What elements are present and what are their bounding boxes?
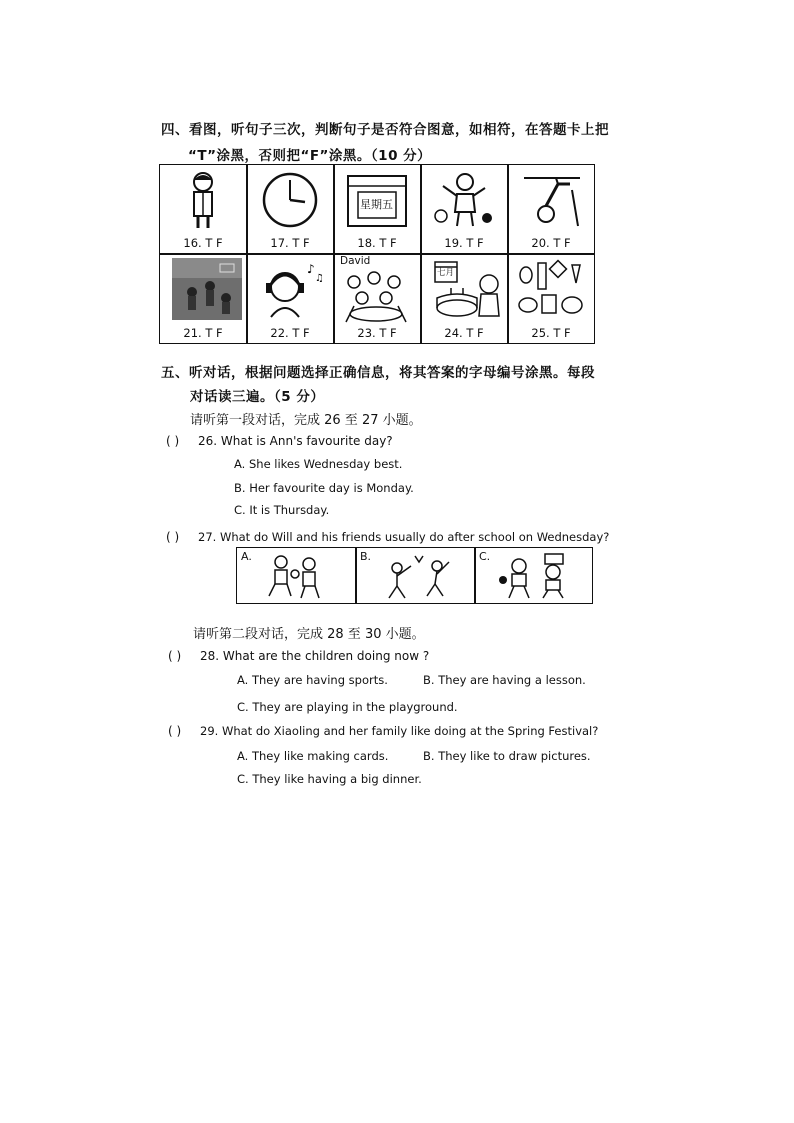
svg-text:♪: ♪ (307, 262, 315, 276)
badminton-icon (379, 552, 459, 600)
boy-playing-icon (429, 170, 499, 230)
clock-icon (255, 170, 325, 230)
picture-cell-16 (160, 165, 246, 253)
picture-cell-25 (508, 254, 594, 343)
q26-option-b: B. Her favourite day is Monday. (234, 481, 414, 495)
q29-answer-blank[interactable]: ( ) (168, 724, 182, 738)
picture-cell-22 (247, 254, 333, 343)
q29-option-b: B. They like to draw pictures. (423, 749, 591, 763)
item-21-label: 21. T F (183, 326, 223, 340)
picture-cell-18 (334, 165, 420, 253)
section-4-title-line1: 四、看图，听句子三次，判断句子是否符合图意，如相符，在答题卡上把 (161, 122, 609, 138)
q26-option-c: C. It is Thursday. (234, 503, 330, 517)
picture-grid (159, 164, 595, 344)
item-22-label: 22. T F (270, 326, 310, 340)
item-20-label: 20. T F (531, 236, 571, 250)
spring-festival-icon (516, 259, 586, 319)
item-19-label: 19. T F (444, 236, 484, 250)
girl-headphones-icon (255, 259, 325, 319)
picture-cell-21 (160, 254, 246, 343)
section-4-title-line2: “T”涂黑，否则把“F”涂黑。（10 分） (188, 148, 432, 164)
svg-text:♫: ♫ (315, 273, 324, 284)
boy-hanging-icon (516, 170, 586, 230)
item-24-label: 24. T F (444, 326, 484, 340)
item-23-label: 23. T F (357, 326, 397, 340)
q29-option-a: A. They like making cards. (237, 749, 389, 763)
q29-option-c: C. They like having a big dinner. (237, 772, 422, 786)
picture-cell-20 (508, 165, 594, 253)
q28-option-c: C. They are playing in the playground. (237, 700, 458, 714)
q26-answer-blank[interactable]: ( ) (166, 434, 180, 448)
q28-text: 28. What are the children doing now ? (200, 649, 430, 663)
item-16-label: 16. T F (183, 236, 223, 250)
boy-in-coat-icon (168, 170, 238, 230)
q29-text: 29. What do Xiaoling and her family like doing at the Spring Festival? (200, 724, 599, 738)
q27-option-b-label: B. (360, 550, 372, 563)
q28-option-b: B. They are having a lesson. (423, 673, 586, 687)
basketball-kids-icon (497, 550, 581, 600)
q28-answer-blank[interactable]: ( ) (168, 649, 182, 663)
calendar-text-18: 星期五 (360, 198, 393, 211)
picture-cell-24 (421, 254, 507, 343)
section-5-title-line2: 对话读三遍。（5 分） (190, 389, 325, 405)
dialogue-2-instruction: 请听第二段对话，完成 28 至 30 小题。 (193, 627, 425, 642)
q27-option-c-label: C. (479, 550, 491, 563)
item-18-label: 18. T F (357, 236, 397, 250)
q27-answer-blank[interactable]: ( ) (166, 530, 180, 544)
basketball-photo-icon (172, 258, 242, 320)
q26-option-a: A. She likes Wednesday best. (234, 457, 403, 471)
q27-text: 27. What do Will and his friends usually do after school on Wednesday? (198, 530, 610, 544)
calendar-text-24: 七月 (437, 268, 455, 278)
dialogue-1-instruction: 请听第一段对话，完成 26 至 27 小题。 (190, 413, 422, 428)
picture-cell-17 (247, 165, 333, 253)
picture-cell-19 (421, 165, 507, 253)
item-25-label: 25. T F (531, 326, 571, 340)
q27-option-a-label: A. (241, 550, 252, 563)
party-icon (340, 268, 414, 324)
q27-option-pictures (236, 547, 593, 604)
section-5-title-line1: 五、听对话，根据问题选择正确信息，将其答案的字母编号涂黑。每段 (161, 365, 595, 381)
picture-cell-23 (334, 254, 420, 343)
q28-option-a: A. They are having sports. (237, 673, 388, 687)
party-name-text: David (340, 255, 371, 267)
q26-text: 26. What is Ann's favourite day? (198, 434, 393, 448)
item-17-label: 17. T F (270, 236, 310, 250)
children-playing-icon (261, 552, 341, 600)
